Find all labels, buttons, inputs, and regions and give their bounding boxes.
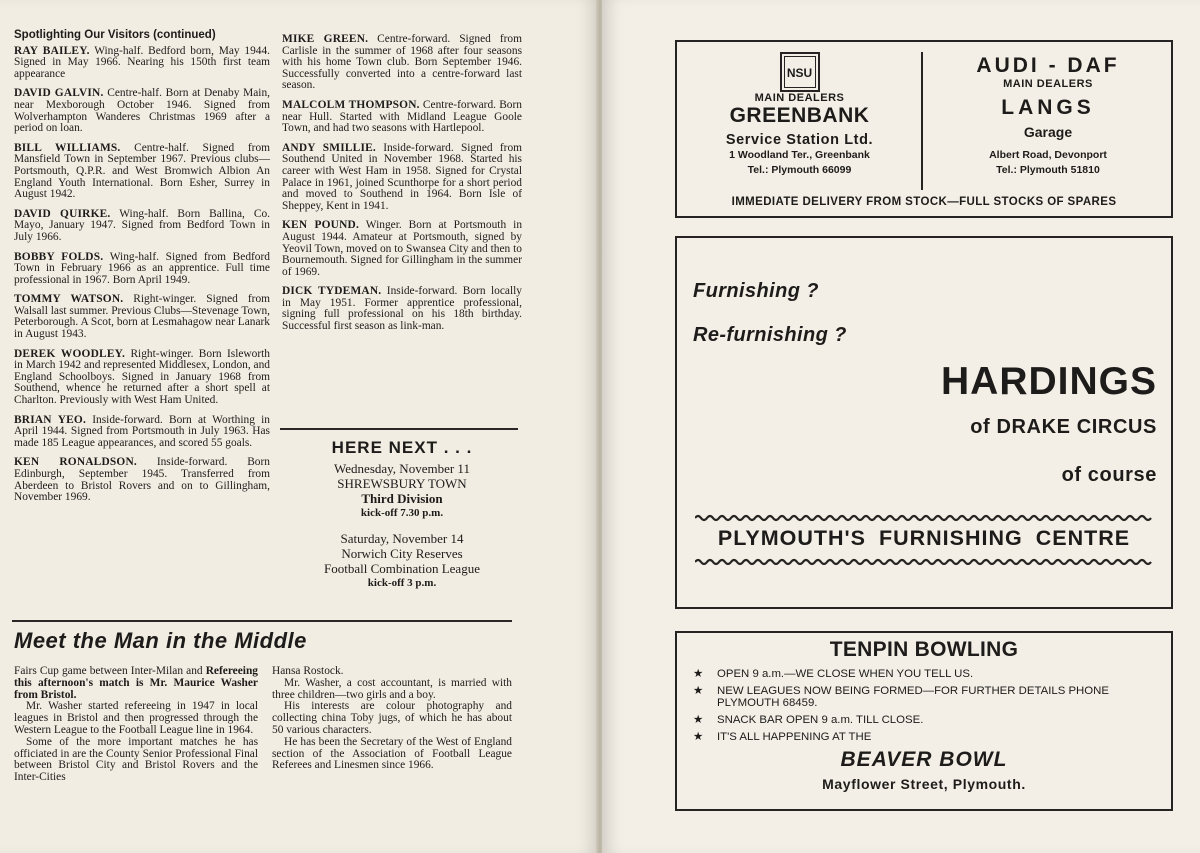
fixture-2-date: Saturday, November 14 [340,531,464,546]
player-bio [14,252,270,287]
fixture-1-kickoff: kick-off 7.30 p.m. [360,507,444,519]
greenbank-address: 1 Woodland Ter., Greenbank [729,149,870,161]
star-icon: ★ [693,668,704,680]
player-name: DAVID GALVIN. [14,87,104,100]
referee-p6: His interests are colour photography and collecting china Toby jugs, of which he has about 50 various characters. [272,700,512,736]
player-details: Inside-forward. Born at Worthing in April 1944. Signed from Portsmouth in July 1963. Has made 185 League appearances, and scored 55 goals. [14,413,270,449]
player-details: Inside-forward. Born Edinburgh, September 1945. Transferred from Aberdeen to Bristol Rovers and on to Gillingham, November 1969. [14,456,270,504]
tenpin-item [693,685,1171,709]
langs-main-dealers: MAIN DEALERS [1003,78,1093,90]
hardings-place: of DRAKE CIRCUS [970,416,1157,438]
player-bio [14,415,270,450]
referee-rule [12,620,512,622]
here-next-title: HERE NEXT . . . [331,438,473,457]
greenbank-tel: Tel.: Plymouth 66099 [747,164,852,176]
greenbank-main-dealers: MAIN DEALERS [754,92,845,104]
bios-left-list [14,46,270,504]
fixture-1 [282,461,522,521]
langs-address: Albert Road, Devonport [989,149,1107,161]
player-bio [282,220,522,278]
player-name: KEN RONALDSON. [14,456,137,469]
section-title: Spotlighting Our Visitors (continued) [14,29,216,41]
referee-p2: Mr. Washer started refereeing in 1947 in local leagues in Bristol and then progressed through the Western League to the Football League line in 1964. [14,700,258,736]
tenpin-item-text: IT'S ALL HAPPENING AT THE [717,731,872,743]
player-bio [14,46,270,81]
langs-name: LANGS [1001,96,1095,119]
referee-column-right [272,666,512,772]
player-details: Wing-half. Bedford born, May 1944. Signed in May 1966. Nearing his 150th first team appearance [14,44,271,80]
dealers-advert [675,40,1173,218]
tenpin-item-text: NEW LEAGUES NOW BEING FORMED—FOR FURTHER DETAILS PHONE PLYMOUTH 68459. [717,685,1109,709]
player-details: Wing-half. Born Ballina, Co. Mayo, January 1947. Signed from Bedford Town in July 1966. [14,207,270,243]
fixture-1-division: Third Division [361,491,443,506]
player-details: Inside-forward. Born locally in May 1951. Former apprentice professional, signing full professional on his 18th birthday. Successful first season as link-man. [282,285,523,333]
greenbank-name: GREENBANK [729,104,870,127]
player-details: Centre-forward. Born near Hull. Started with Midland League Goole Town, and had two seasons with Hartlepool. [282,98,522,135]
nsu-logo-text: NSU [784,56,816,88]
fixture-2-opponent: Norwich City Reserves [341,546,463,561]
hardings-tagline: of course [1061,464,1157,486]
visitors-column-right [282,34,522,341]
wavy-rule-bottom [695,558,1153,566]
referee-p1-bold: Refereeing this afternoon's match is Mr. Maurice Washer from Bristol. [14,665,258,701]
tenpin-item [693,714,1171,726]
player-details: Centre-forward. Signed from Carlisle in the summer of 1968 after four seasons with his home Town club. Born September 1946. Successfully converted into a centre-forward last season. [282,33,522,92]
fixture-2-division: Football Combination League [324,561,480,576]
player-details: Right-winger. Born Isleworth in March 1942 and represented Middlesex, London, and England Schoolboys. Signed in January 1968 from Southend, whence he returned after a short spell at Charlton. Previously with West Ham United. [14,347,270,407]
here-next-box [282,440,522,601]
player-name: TOMMY WATSON. [14,293,124,306]
player-details: Winger. Born at Portsmouth in August 1944. Amateur at Portsmouth, signed by Yeovil Town, moved on to Swansea City and then to Bournemouth. Signed for Gillingham in the summer of 1969. [282,219,523,278]
tenpin-item [693,668,1171,680]
player-details: Wing-half. Signed from Bedford Town in February 1966 as an apprentice. Full time professional in 1967. Born April 1949. [14,250,270,286]
fixture-1-date: Wednesday, November 11 [334,461,470,476]
tenpin-venue: BEAVER BOWL [840,748,1008,771]
player-name: MALCOLM THOMPSON. [282,98,420,111]
nsu-logo [780,52,820,92]
referee-p7: He has been the Secretary of the West of England section of the Association of Football League Referees and Linesmen since 1966. [272,735,512,772]
star-icon: ★ [693,731,704,743]
player-name: BRIAN YEO. [14,413,87,426]
referee-p3: Some of the more important matches he has officiated in are the County Senior Professional Final between Bristol City and Bristol Rovers and the Inter-Cities [14,735,258,784]
greenbank-company: Service Station Ltd. [725,132,874,148]
fixture-2 [282,531,522,591]
dealer-divider [921,52,923,190]
player-bio [14,88,270,134]
tenpin-title: TENPIN BOWLING [829,638,1019,661]
fixture-2-kickoff: kick-off 3 p.m. [367,577,437,589]
tenpin-item [693,731,1171,743]
player-bio [282,143,522,213]
player-details: Centre-half. Signed from Mansfield Town in September 1967. Previous clubs—Portsmouth, Q.P.R. and West Bromwich Albion An England Youth International. Born Esher, Surrey in August 1942. [14,141,270,201]
wavy-rule-top [695,514,1153,522]
player-bio [14,294,270,340]
referee-p1 [14,666,258,701]
referee-p5: Mr. Washer, a cost accountant, is married with three children—two girls and a boy. [272,676,512,701]
tenpin-list [693,668,1171,743]
hardings-question-2: Re-furnishing ? [693,324,847,346]
referee-p4: Hansa Rostock. [272,665,344,677]
player-bio [14,143,270,201]
tenpin-item-text: OPEN 9 a.m.—WE CLOSE WHEN YOU TELL US. [717,668,974,680]
star-icon: ★ [693,714,704,726]
bios-right-list [282,34,522,333]
player-bio [282,100,522,135]
hardings-centre: PLYMOUTH'S FURNISHING CENTRE [717,526,1131,550]
player-bio [14,209,270,244]
player-details: Right-winger. Signed from Walsall last summer. Previous Clubs—Stevenage Town, Peterborough. A Scot, born at Lesmahagow near Lanark in August 1943. [14,293,270,341]
player-name: DAVID QUIRKE. [14,207,111,220]
player-bio [14,457,270,503]
player-name: DICK TYDEMAN. [282,285,382,298]
player-name: MIKE GREEN. [282,33,369,45]
here-next-rule [280,428,518,430]
star-icon: ★ [693,685,704,697]
player-name: DEREK WOODLEY. [14,347,126,360]
referee-column-left [14,666,258,784]
tenpin-item-text: SNACK BAR OPEN 9 a.m. TILL CLOSE. [717,714,924,726]
player-name: BILL WILLIAMS. [14,141,121,154]
right-page [602,0,1200,853]
player-details: Centre-half. Born at Denaby Main, near Mexborough October 1946. Signed from Wolverhampton Wanderes Christmas 1969 after a period on loan. [14,87,270,135]
hardings-advert [675,236,1173,609]
langs-dealer [925,42,1171,198]
player-bio [14,349,270,407]
player-name: BOBBY FOLDS. [14,250,104,263]
player-name: ANDY SMILLIE. [282,141,376,154]
langs-company: Garage [1023,124,1073,140]
dealers-footer: IMMEDIATE DELIVERY FROM STOCK—FULL STOCKS OF SPARES [731,196,1117,208]
fixture-1-opponent: SHREWSBURY TOWN [337,476,467,491]
tenpin-advert [675,631,1173,811]
player-name: RAY BAILEY. [14,44,90,57]
hardings-name: HARDINGS [940,360,1157,403]
langs-brands: AUDI - DAF [976,54,1120,77]
player-name: KEN POUND. [282,219,360,232]
referee-p1-pre: Fairs Cup game between Inter-Milan and [14,665,206,677]
tenpin-address: Mayflower Street, Plymouth. [822,776,1026,792]
greenbank-dealer [677,42,922,198]
player-bio [282,286,522,332]
visitors-column-left [14,30,270,512]
langs-tel: Tel.: Plymouth 51810 [996,164,1100,176]
player-details: Inside-forward. Signed from Southend United in November 1968. Started his career with West Ham in 1958. Signed for Crystal Palace in 1961, joined Scunthorpe for a short period and moved to Southend in 1964. Born Isle of Sheppey, Kent in 1941. [282,141,522,212]
left-page [0,0,598,853]
hardings-question-1: Furnishing ? [693,280,819,302]
referee-title: Meet the Man in the Middle [14,628,307,653]
player-bio [282,34,522,92]
